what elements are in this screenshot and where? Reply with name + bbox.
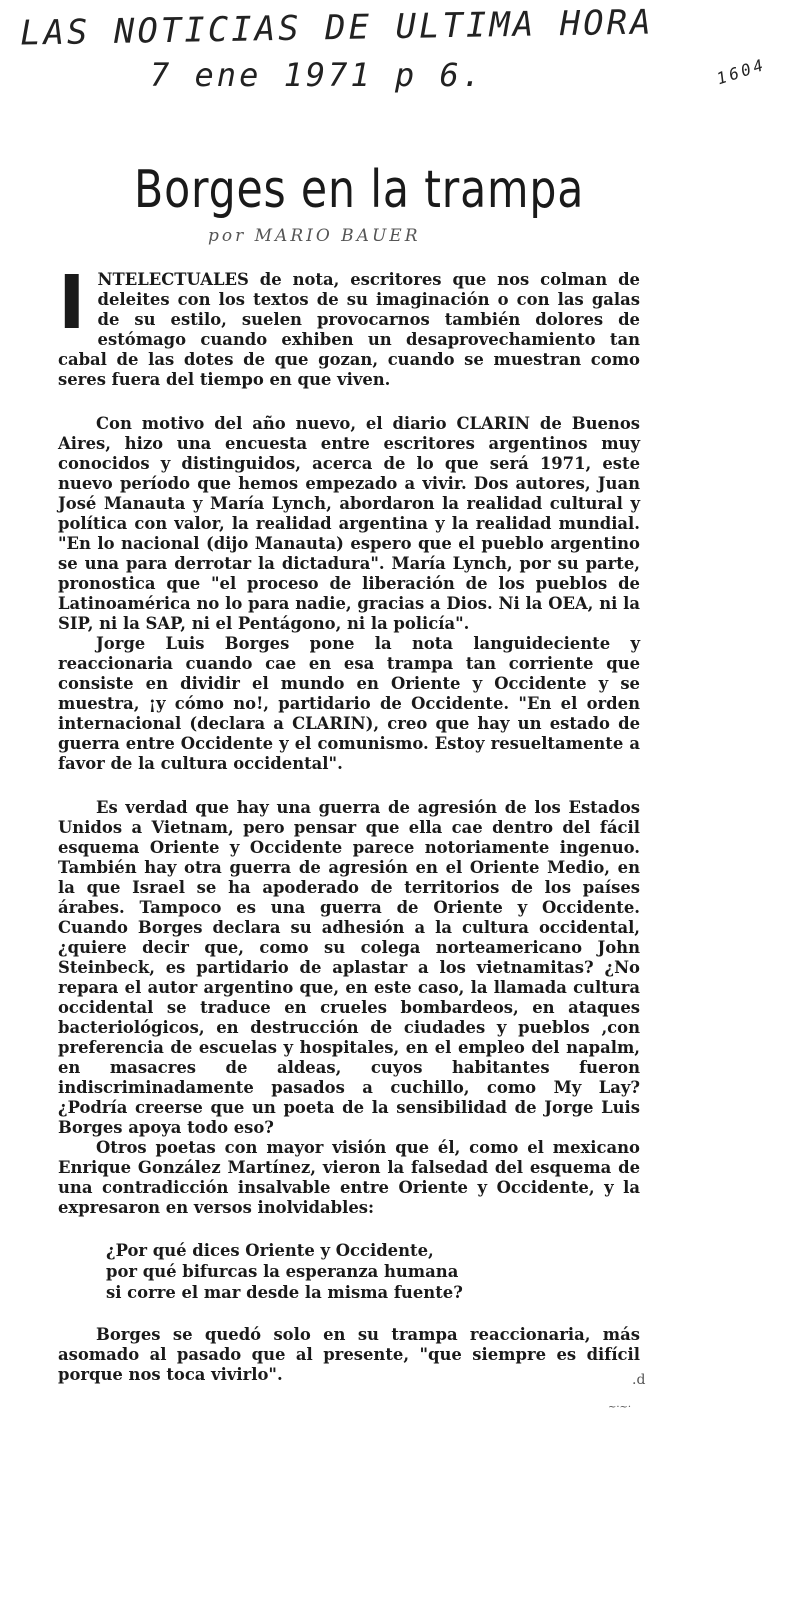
poem-quote <box>106 1240 640 1303</box>
stray-mark: ~·~· <box>608 1402 632 1413</box>
poem-line: por qué bifurcas la esperanza humana <box>106 1262 459 1281</box>
paragraph-5: Otros poetas con mayor visión que él, como el mexicano Enrique González Martínez, vieron la falsedad del esquema de una contradicción insalvable entre Oriente y Occidente, y la expresaron en versos inolvidables: <box>58 1138 640 1217</box>
stray-mark: .d <box>632 1372 646 1388</box>
paragraph-3: Jorge Luis Borges pone la nota languideciente y reaccionaria cuando cae en esa trampa tan corriente que consiste en dividir el mundo en Oriente y Occidente y se muestra, ¡y cómo no!, partidario de Occidente. "En el orden internacional (declara a CLARIN), creo que hay un estado de guerra entre Occidente y el comunismo. Estoy resueltamente a favor de la cultura occidental". <box>58 634 640 773</box>
poem-line: si corre el mar desde la misma fuente? <box>106 1283 463 1302</box>
handwritten-margin-number: 1604 <box>714 54 769 89</box>
drop-cap: I <box>58 260 86 346</box>
article-byline: por MARIO BAUER <box>208 226 421 246</box>
closing-paragraph: Borges se quedó solo en su trampa reaccionaria, más asomado al pasado que al presente, "que siempre es difícil porque nos toca vivirlo". <box>58 1325 640 1384</box>
paragraph-1-text: NTELECTUALES de nota, escritores que nos colman de deleites con los textos de su imaginación o con las galas de su estilo, suelen provocarnos también dolores de estómago cuando exhiben un desaprovechamiento tan cabal de las dotes de que gozan, cuando se muestran como seres fuera del tiempo en que viven. <box>58 270 640 389</box>
article-body <box>58 260 640 1409</box>
paragraph-4: Es verdad que hay una guerra de agresión de los Estados Unidos a Vietnam, pero pensar que ella cae dentro del fácil esquema Oriente y Occidente parece notoriamente ingenuo. También hay otra guerra de agresión en el Oriente Medio, en la que Israel se ha apoderado de territorios de los países árabes. Tampoco es una guerra de Oriente y Occidente. Cuando Borges declara su adhesión a la cultura occidental, ¿quiere decir que, como su colega norteamericano John Steinbeck, es partidario de aplastar a los vietnamitas? ¿No repara el autor argentino que, en este caso, la llamada cultura occidental se traduce en crueles bombardeos, en ataques bacteriológicos, en destrucción de ciudades y pueblos ,con preferencia de escuelas y hospitales, en el empleo del napalm, en masacres de aldeas, cuyos habitantes fueron indiscriminadamente pasados a cuchillo, como My Lay? ¿Podría creerse que un poeta de la sensibilidad de Jorge Luis Borges apoya todo eso? <box>58 798 640 1137</box>
poem-line: ¿Por qué dices Oriente y Occidente, <box>106 1241 434 1260</box>
article-headline: Borges en la trampa <box>134 160 585 220</box>
paragraph-2: Con motivo del año nuevo, el diario CLARIN de Buenos Aires, hizo una encuesta entre escritores argentinos muy conocidos y distinguidos, acerca de lo que será 1971, este nuevo período que hemos empezado a vivir. Dos autores, Juan José Manauta y María Lynch, abordaron la realidad cultural y política con valor, la realidad argentina y la realidad mundial. "En lo nacional (dijo Manauta) espero que el pueblo argentino se una para derrotar la dictadura". María Lynch, por su parte, pronostica que "el proceso de liberación de los pueblos de Latinoamérica no lo para nadie, gracias a Dios. Ni la OEA, ni la SIP, ni la SAP, ni el Pentágono, ni la policía". <box>58 414 640 633</box>
handwritten-source-note: LAS NOTICIAS DE ULTIMA HORA <box>19 2 654 54</box>
handwritten-date-page-note: 7 ene 1971 p 6. <box>150 56 484 94</box>
paragraph-1 <box>58 260 640 390</box>
